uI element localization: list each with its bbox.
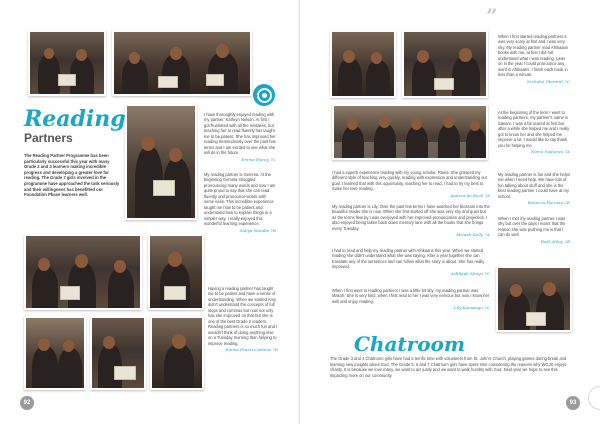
- quote-mark-icon: ”: [486, 4, 498, 28]
- quote-signature: Emma Fairey 7C: [241, 156, 276, 162]
- quote-ashleigh-minyo: [332, 248, 490, 276]
- quote-text: I had a superb experience reading with my young scholar, Rania. She grasped my different style of teaching very quickly, reading with expression and understanding our goal. I learned that with this opportunity, teaching her to read, I had to try my best to make her love reading.: [332, 170, 488, 192]
- photo-learners-reading-2: [112, 30, 252, 96]
- page-number-right: 93: [566, 396, 580, 410]
- right-page: [300, 0, 600, 424]
- quote-andrea-de-beck: [332, 170, 490, 198]
- quote-ruth-hilay: [498, 216, 570, 244]
- swirl-decoration-icon: [253, 84, 275, 106]
- photo-learners-reading-1: [28, 30, 106, 96]
- quote-text: I have thoroughly enjoyed reading with my partner, Kathryn Nelson. At first I got frustrated with all the mistakes, but teaching her to read fluently has taught me to be patient. She has improved her reading tremendously over the past few terms and I am excited to see what she will do in the future.: [204, 112, 276, 156]
- quote-text: My reading partner is Gemma. At the beginning Gemma struggled pronouncing many words and now I am quite proud to say that she can read fluently and pronounce words with some ease. This incredible experience taught me how to be patient and understand how to explain things in a simpler way. I really enjoyed this wonderful learning experience.: [204, 172, 276, 227]
- quote-nicholai-ghirardi: [498, 34, 570, 84]
- quote-signature: Emma Francis-Adams 7E: [225, 346, 278, 352]
- quote-micaeh-kelly: [332, 204, 490, 238]
- photo-reading-partners-bottom: [496, 266, 572, 332]
- quote-text: When I met my reading partner I was shy but over the days I learnt that the reason she was pushing me is that I can do well.: [498, 216, 566, 238]
- quote-signature: Saliya Moodie 7B: [239, 227, 276, 233]
- quote-signature: Micaeh Kelly 7A: [456, 232, 490, 238]
- photo-girls-on-bench: [332, 104, 488, 160]
- quote-text: My reading partner is Lily. Over the past few terms I have watched her blossom into the beautiful reader she is now. When she first started off she was very shy and quiet but as the terms flew by I was overjoyed with her improved pronunciation and projection. I also enjoyed being taken back down memory lane with all the books that she brings every Tuesday.: [332, 204, 490, 231]
- page-title: Reading: [24, 106, 126, 132]
- quote-signature: Rebecca Dorman 2E: [527, 200, 570, 206]
- photo-learner-smiling: [150, 316, 204, 390]
- photo-partner-reading: [148, 234, 204, 310]
- quote-nomo-sudazwa: [498, 110, 570, 155]
- photo-class-reading: [330, 30, 396, 98]
- quote-lily-koosango: [332, 288, 490, 311]
- quote-text: I had to read and help my reading partner with Afrikaans this year. When we started reading she didn't understand what she was saying. After a year together she can translate any of the sentences and can follow what the story is about. She has really improved.: [332, 248, 485, 270]
- quote-text: My reading partner is fun and she helps me when I need help. We have lots of fun talking about stuff and she is the best reading partner I could have at my school.: [498, 172, 570, 199]
- photo-group-reading: [24, 234, 142, 310]
- photo-students-books: [402, 30, 488, 98]
- photo-pair-books: [24, 316, 86, 390]
- photo-girls-reading-desk: [90, 316, 146, 390]
- quote-rebecca-dorman: [498, 172, 570, 206]
- quote-text: At the beginning of the term I went to reading partners, my partner's name is Sanam. I was a bit scared at first but after a while she helped me and I really got to know her and she helped me improve a lot. I would like to say thank you for helping me.: [498, 110, 570, 148]
- page-edge-decoration: [588, 386, 600, 410]
- photo-reading-pair: [125, 104, 197, 220]
- quote-signature: Lily Koosango 2C: [453, 305, 490, 311]
- quote-text: When I first went to reading partners I was a little bit shy, my reading partner was Makoh. She is very kind, when I first read to her I was very nervous but now I know her well and enjoy reading.: [332, 288, 490, 304]
- quote-text: When I first started reading partners it was very scary at first and I was very shy. My reading partner read Afrikaans books with me, at first I did not understand what I was reading. Later on in the year I could pronounce any word in Afrikaans. I finish each book in less than a minute.: [498, 34, 569, 78]
- chatroom-paragraph: The Grade 3 and 4 Chatroom girls have had a terrific time with volunteers from St. John's Church, playing games during break and learning new insights about God. The Grade 5, 6 and 7 Chatroom girls have spent time considering the reasons why WGJS enjoys charity. It is because we love many, we want to act justly and we want to walk humbly with God. Next year we hope to see this impacting more on our community.: [330, 356, 567, 378]
- quote-signature: Ashleigh Minyo 7C: [450, 270, 490, 276]
- quote-signature: Nicholai Ghirardi 7C: [526, 78, 570, 84]
- page-subtitle: Partners: [24, 131, 73, 145]
- quote-saliya-moodie: [204, 172, 276, 233]
- quote-signature: Nomo Sudazwa 7A: [530, 149, 570, 155]
- quote-signature: Andrea de Beck 7A: [450, 192, 490, 198]
- intro-paragraph: The Reading Partner Programme has been particularly successful this year with many Grade 2 and 3 learners making incredible progress and developing a greater love for reading. The Grade 7 girls involved in the programme have approached the task seriously and their willingness has benefitted our Foundation Phase learners well.: [24, 153, 120, 198]
- quote-text: Having a reading partner has taught me to be patient and have a sense of understanding. When we started Amy didn't understand the concepts of full stops and commas but now not only has she improved on that but she is one of the best Grade 2 readers. Reading partners is so much fun and I wouldn't think of doing anything else on a Tuesday morning than helping to improve reading.: [208, 286, 278, 346]
- quote-signature: Ruth Hilay 2B: [540, 238, 570, 244]
- chatroom-title: Chatroom: [354, 332, 466, 356]
- quote-emma-francis-adams: [208, 286, 278, 352]
- page-number-left: 92: [20, 396, 34, 410]
- quote-emma-fairey: [204, 112, 276, 162]
